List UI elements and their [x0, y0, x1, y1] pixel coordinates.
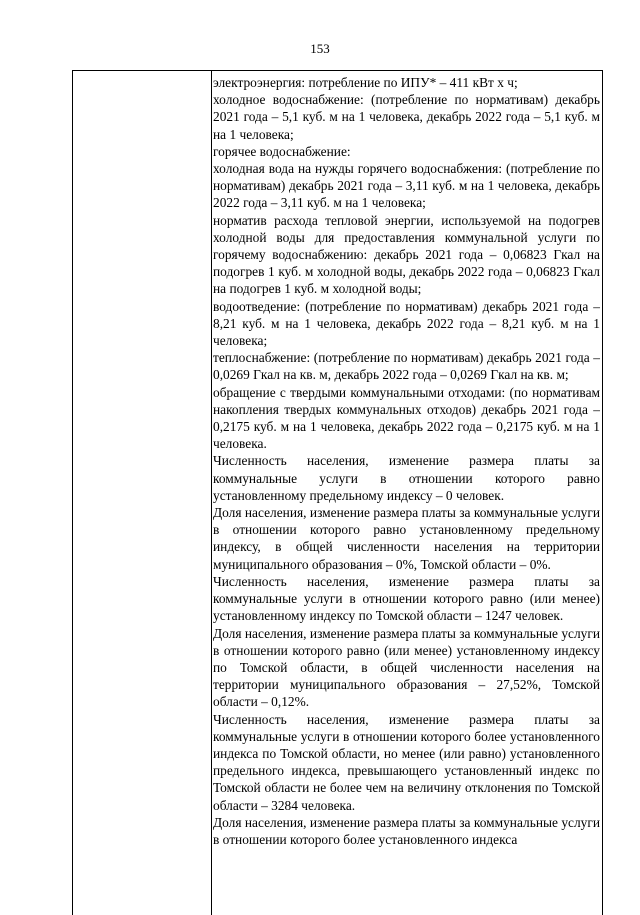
- paragraph-share-equal-index: Доля населения, изменение размера платы за коммунальные услуги в отношении которого равно (или менее) установленному индексу по Томской области, в общей численности населения на территории муниципального образования – 27,52%, Томской области – 0,12%.: [213, 625, 600, 710]
- table-right-cell: [213, 74, 600, 848]
- paragraph-heat-norm: норматив расхода тепловой энергии, используемой на подогрев холодной воды для предоставления коммунальной услуги по горячему водоснабжению: декабрь 2021 года – 0,06823 Гкал на подогрев 1 куб. м холодной воды, декабрь 2022 года – 0,06823 Гкал на подогрев 1 куб. м холодной воды;: [213, 212, 600, 297]
- page-number: 153: [310, 41, 330, 56]
- paragraph-solid-waste: обращение с твердыми коммунальными отходами: (по нормативам накопления твердых коммунальных отходов) декабрь 2021 года – 0,2175 куб. м на 1 человека, декабрь 2022 года – 0,2175 куб. м на 1 человека.: [213, 384, 600, 452]
- paragraph-population-equal-index: Численность населения, изменение размера платы за коммунальные услуги в отношении которого равно (или менее) установленному индексу по Томской области – 1247 человек.: [213, 573, 600, 624]
- content-table: [72, 70, 603, 915]
- paragraph-cold-water: холодное водоснабжение: (потребление по нормативам) декабрь 2021 года – 5,1 куб. м на 1 человека, декабрь 2022 года – 5,1 куб. м на 1 человека;: [213, 92, 600, 142]
- paragraph-cold-water-for-hot: холодная вода на нужды горячего водоснабжения: (потребление по нормативам) декабрь 2021 года – 3,11 куб. м на 1 человека, декабрь 2022 года – 3,11 куб. м на 1 человека;: [213, 161, 600, 211]
- paragraph-population-equal-limit: Численность населения, изменение размера платы за коммунальные услуги в отношении которого равно установленному предельному индексу – 0 человек.: [213, 453, 600, 503]
- paragraph-share-above-index: Доля населения, изменение размера платы за коммунальные услуги в отношении которого более установленного индекса: [213, 814, 600, 847]
- paragraph-heating: теплоснабжение: (потребление по нормативам) декабрь 2021 года – 0,0269 Гкал на кв. м, декабрь 2022 года – 0,0269 Гкал на кв. м;: [213, 350, 600, 383]
- paragraph-electricity: электроэнергия: потребление по ИПУ* – 411 кВт х ч;: [213, 75, 518, 90]
- paragraph-share-equal-limit: Доля населения, изменение размера платы за коммунальные услуги в отношении которого равно установленному предельному индексу, в общей численности населения на территории муниципального образования – 0%, Томской области – 0%.: [213, 505, 600, 572]
- paragraph-sewage: водоотведение: (потребление по нормативам) декабрь 2021 года – 8,21 куб. м на 1 человека, декабрь 2022 года – 8,21 куб. м на 1 человека;: [213, 298, 600, 349]
- paragraph-hot-water-heading: горячее водоснабжение:: [213, 143, 351, 159]
- paragraph-population-above-index: Численность населения, изменение размера платы за коммунальные услуги в отношении которого более установленного индекса по Томской области, но менее (или равно) установленного предельного индекса, превышающего установленный индекс по Томской области не более чем на величину отклонения по Томской области – 3284 человека.: [213, 711, 600, 813]
- table-left-cell: [73, 71, 212, 915]
